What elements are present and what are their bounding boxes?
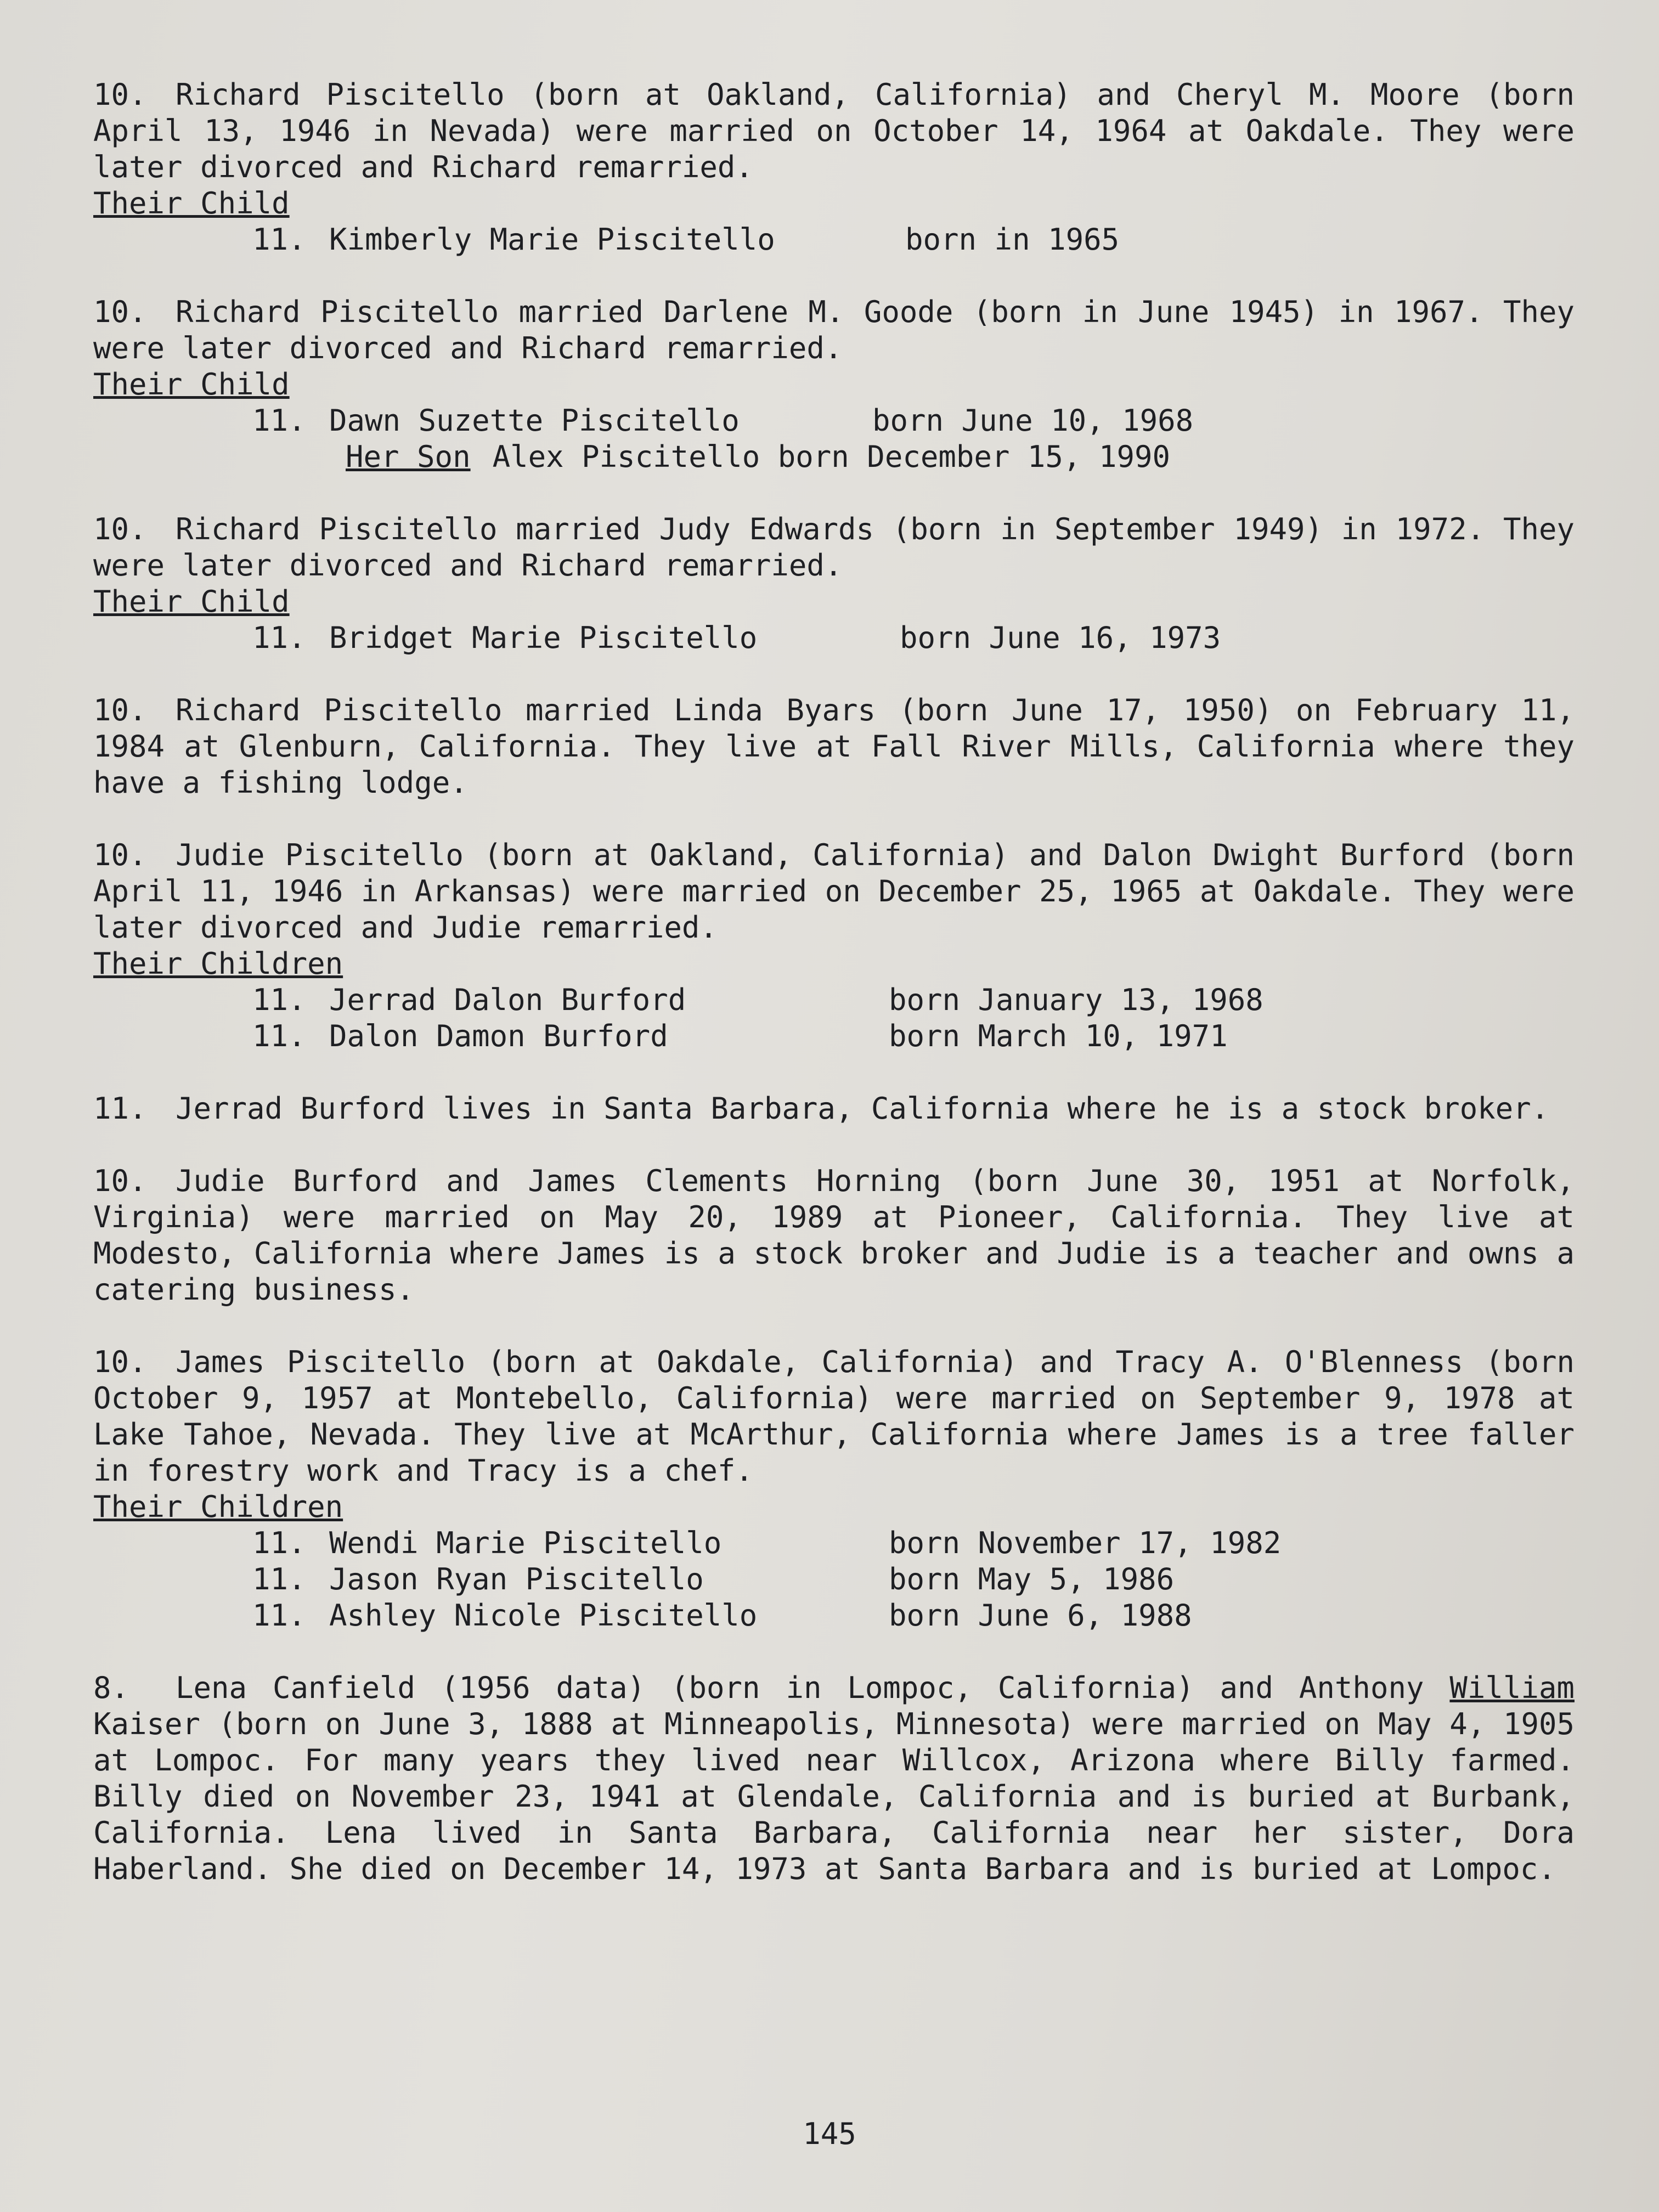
entry-judie-dalon (93, 837, 1575, 1054)
entry-richard-cheryl (93, 77, 1575, 258)
child-line (93, 1018, 1575, 1054)
entry-text: Richard Piscitello married Darlene M. Goode (born in June 1945) in 1967. They were later divorced and Richard remarried. (93, 295, 1575, 365)
entry-paragraph (93, 1344, 1575, 1489)
entry-text: Richard Piscitello married Linda Byars (born June 17, 1950) on February 11, 1984 at Glenburn, California. They live at Fall River Mills, California where they have a fishing lodge. (93, 693, 1575, 800)
child-name: Wendi Marie Piscitello (329, 1526, 722, 1560)
entry-richard-linda (93, 692, 1575, 801)
son-line (93, 439, 1575, 475)
child-born: born June 6, 1988 (889, 1598, 1192, 1633)
entry-text: Judie Piscitello (born at Oakland, California) and Dalon Dwight Burford (born April 11, 1946 in Arkansas) were married on December 25, 1965 at Oakdale. They were later divorced and Judie remarried. (93, 838, 1575, 945)
child-name: Dawn Suzette Piscitello (329, 403, 740, 438)
son-label: Her Son (346, 439, 471, 474)
children-heading: Their Children (93, 946, 343, 981)
generation-number: 10. (93, 77, 147, 112)
entry-paragraph (93, 837, 1575, 946)
child-name: Jason Ryan Piscitello (329, 1562, 704, 1596)
generation-number: 10. (93, 1164, 147, 1198)
generation-number: 10. (93, 693, 147, 727)
child-line (93, 1525, 1575, 1561)
entry-richard-judy (93, 511, 1575, 656)
child-born: born November 17, 1982 (889, 1526, 1282, 1560)
child-line (93, 620, 1575, 656)
child-line (93, 1598, 1575, 1634)
underlined-name: William (1449, 1671, 1575, 1705)
generation-number: 11. (93, 1091, 147, 1126)
son-text: Alex Piscitello born December 15, 1990 (492, 439, 1170, 474)
child-number: 11. (252, 222, 306, 257)
child-born: born June 16, 1973 (900, 620, 1221, 655)
child-number: 11. (252, 1562, 306, 1596)
page-number: 145 (803, 2117, 856, 2151)
entry-james-tracy (93, 1344, 1575, 1634)
generation-number: 10. (93, 295, 147, 329)
child-born: born March 10, 1971 (889, 1019, 1228, 1053)
entry-paragraph (93, 692, 1575, 801)
entry-text: Lena Canfield (1956 data) (born in Lompoc, California) and Anthony (176, 1671, 1424, 1705)
entry-paragraph (93, 77, 1575, 185)
children-heading: Their Child (93, 367, 290, 402)
child-line (93, 1561, 1575, 1598)
entry-text: Richard Piscitello (born at Oakland, California) and Cheryl M. Moore (born April 13, 1946 in Nevada) were married on October 14, 1964 at Oakdale. They were later divorced and Richard remarried. (93, 77, 1575, 184)
entry-richard-darlene (93, 294, 1575, 475)
entry-text: Richard Piscitello married Judy Edwards (born in September 1949) in 1972. They were later divorced and Richard remarried. (93, 512, 1575, 583)
entry-lena-anthony (93, 1670, 1575, 1887)
child-line (93, 982, 1575, 1018)
child-name: Kimberly Marie Piscitello (329, 222, 775, 257)
child-line (93, 403, 1575, 439)
children-heading: Their Child (93, 186, 290, 221)
child-born: born June 10, 1968 (872, 403, 1194, 438)
child-name: Ashley Nicole Piscitello (329, 1598, 758, 1633)
child-number: 11. (252, 1598, 306, 1633)
generation-number: 10. (93, 1345, 147, 1379)
child-born: born January 13, 1968 (889, 983, 1263, 1017)
child-number: 11. (252, 403, 306, 438)
child-number: 11. (252, 1526, 306, 1560)
child-number: 11. (252, 620, 306, 655)
entry-paragraph (93, 511, 1575, 584)
genealogy-text (93, 77, 1575, 1887)
entry-paragraph (93, 1670, 1575, 1887)
child-line (93, 222, 1575, 258)
entry-paragraph (93, 1163, 1575, 1308)
generation-number: 10. (93, 512, 147, 546)
child-name: Dalon Damon Burford (329, 1019, 668, 1053)
entry-text: Jerrad Burford lives in Santa Barbara, California where he is a stock broker. (176, 1091, 1549, 1126)
child-born: born May 5, 1986 (889, 1562, 1175, 1596)
children-heading: Their Child (93, 584, 290, 619)
generation-number: 10. (93, 838, 147, 872)
child-name: Bridget Marie Piscitello (329, 620, 758, 655)
entry-jerrad (93, 1091, 1575, 1127)
child-number: 11. (252, 1019, 306, 1053)
entry-text: James Piscitello (born at Oakdale, California) and Tracy A. O'Blenness (born October 9, 1957 at Montebello, California) were married on September 9, 1978 at Lake Tahoe, Nevada. They live at McArthur, California where James is a tree faller in forestry work and Tracy is a chef. (93, 1345, 1575, 1488)
child-name: Jerrad Dalon Burford (329, 983, 686, 1017)
entry-text-continued: Kaiser (born on June 3, 1888 at Minneapolis, Minnesota) were married on May 4, 1905 at Lompoc. For many years they lived near Willcox, Arizona where Billy farmed. Billy died on November 23, 1941 at Glendale, California and is buried at Burbank, California. Lena lived in Santa Barbara, California near her sister, Dora Haberland. She died on December 14, 1973 at Santa Barbara and is buried at Lompoc. (93, 1707, 1575, 1886)
entry-text: Judie Burford and James Clements Horning (born June 30, 1951 at Norfolk, Virginia) were married on May 20, 1989 at Pioneer, California. They live at Modesto, California where James is a stock broker and Judie is a teacher and owns a catering business. (93, 1164, 1575, 1307)
children-heading: Their Children (93, 1489, 343, 1524)
entry-paragraph (93, 1091, 1575, 1127)
entry-paragraph (93, 294, 1575, 366)
generation-number: 8. (93, 1671, 129, 1705)
entry-judie-james (93, 1163, 1575, 1308)
child-born: born in 1965 (905, 222, 1120, 257)
child-number: 11. (252, 983, 306, 1017)
